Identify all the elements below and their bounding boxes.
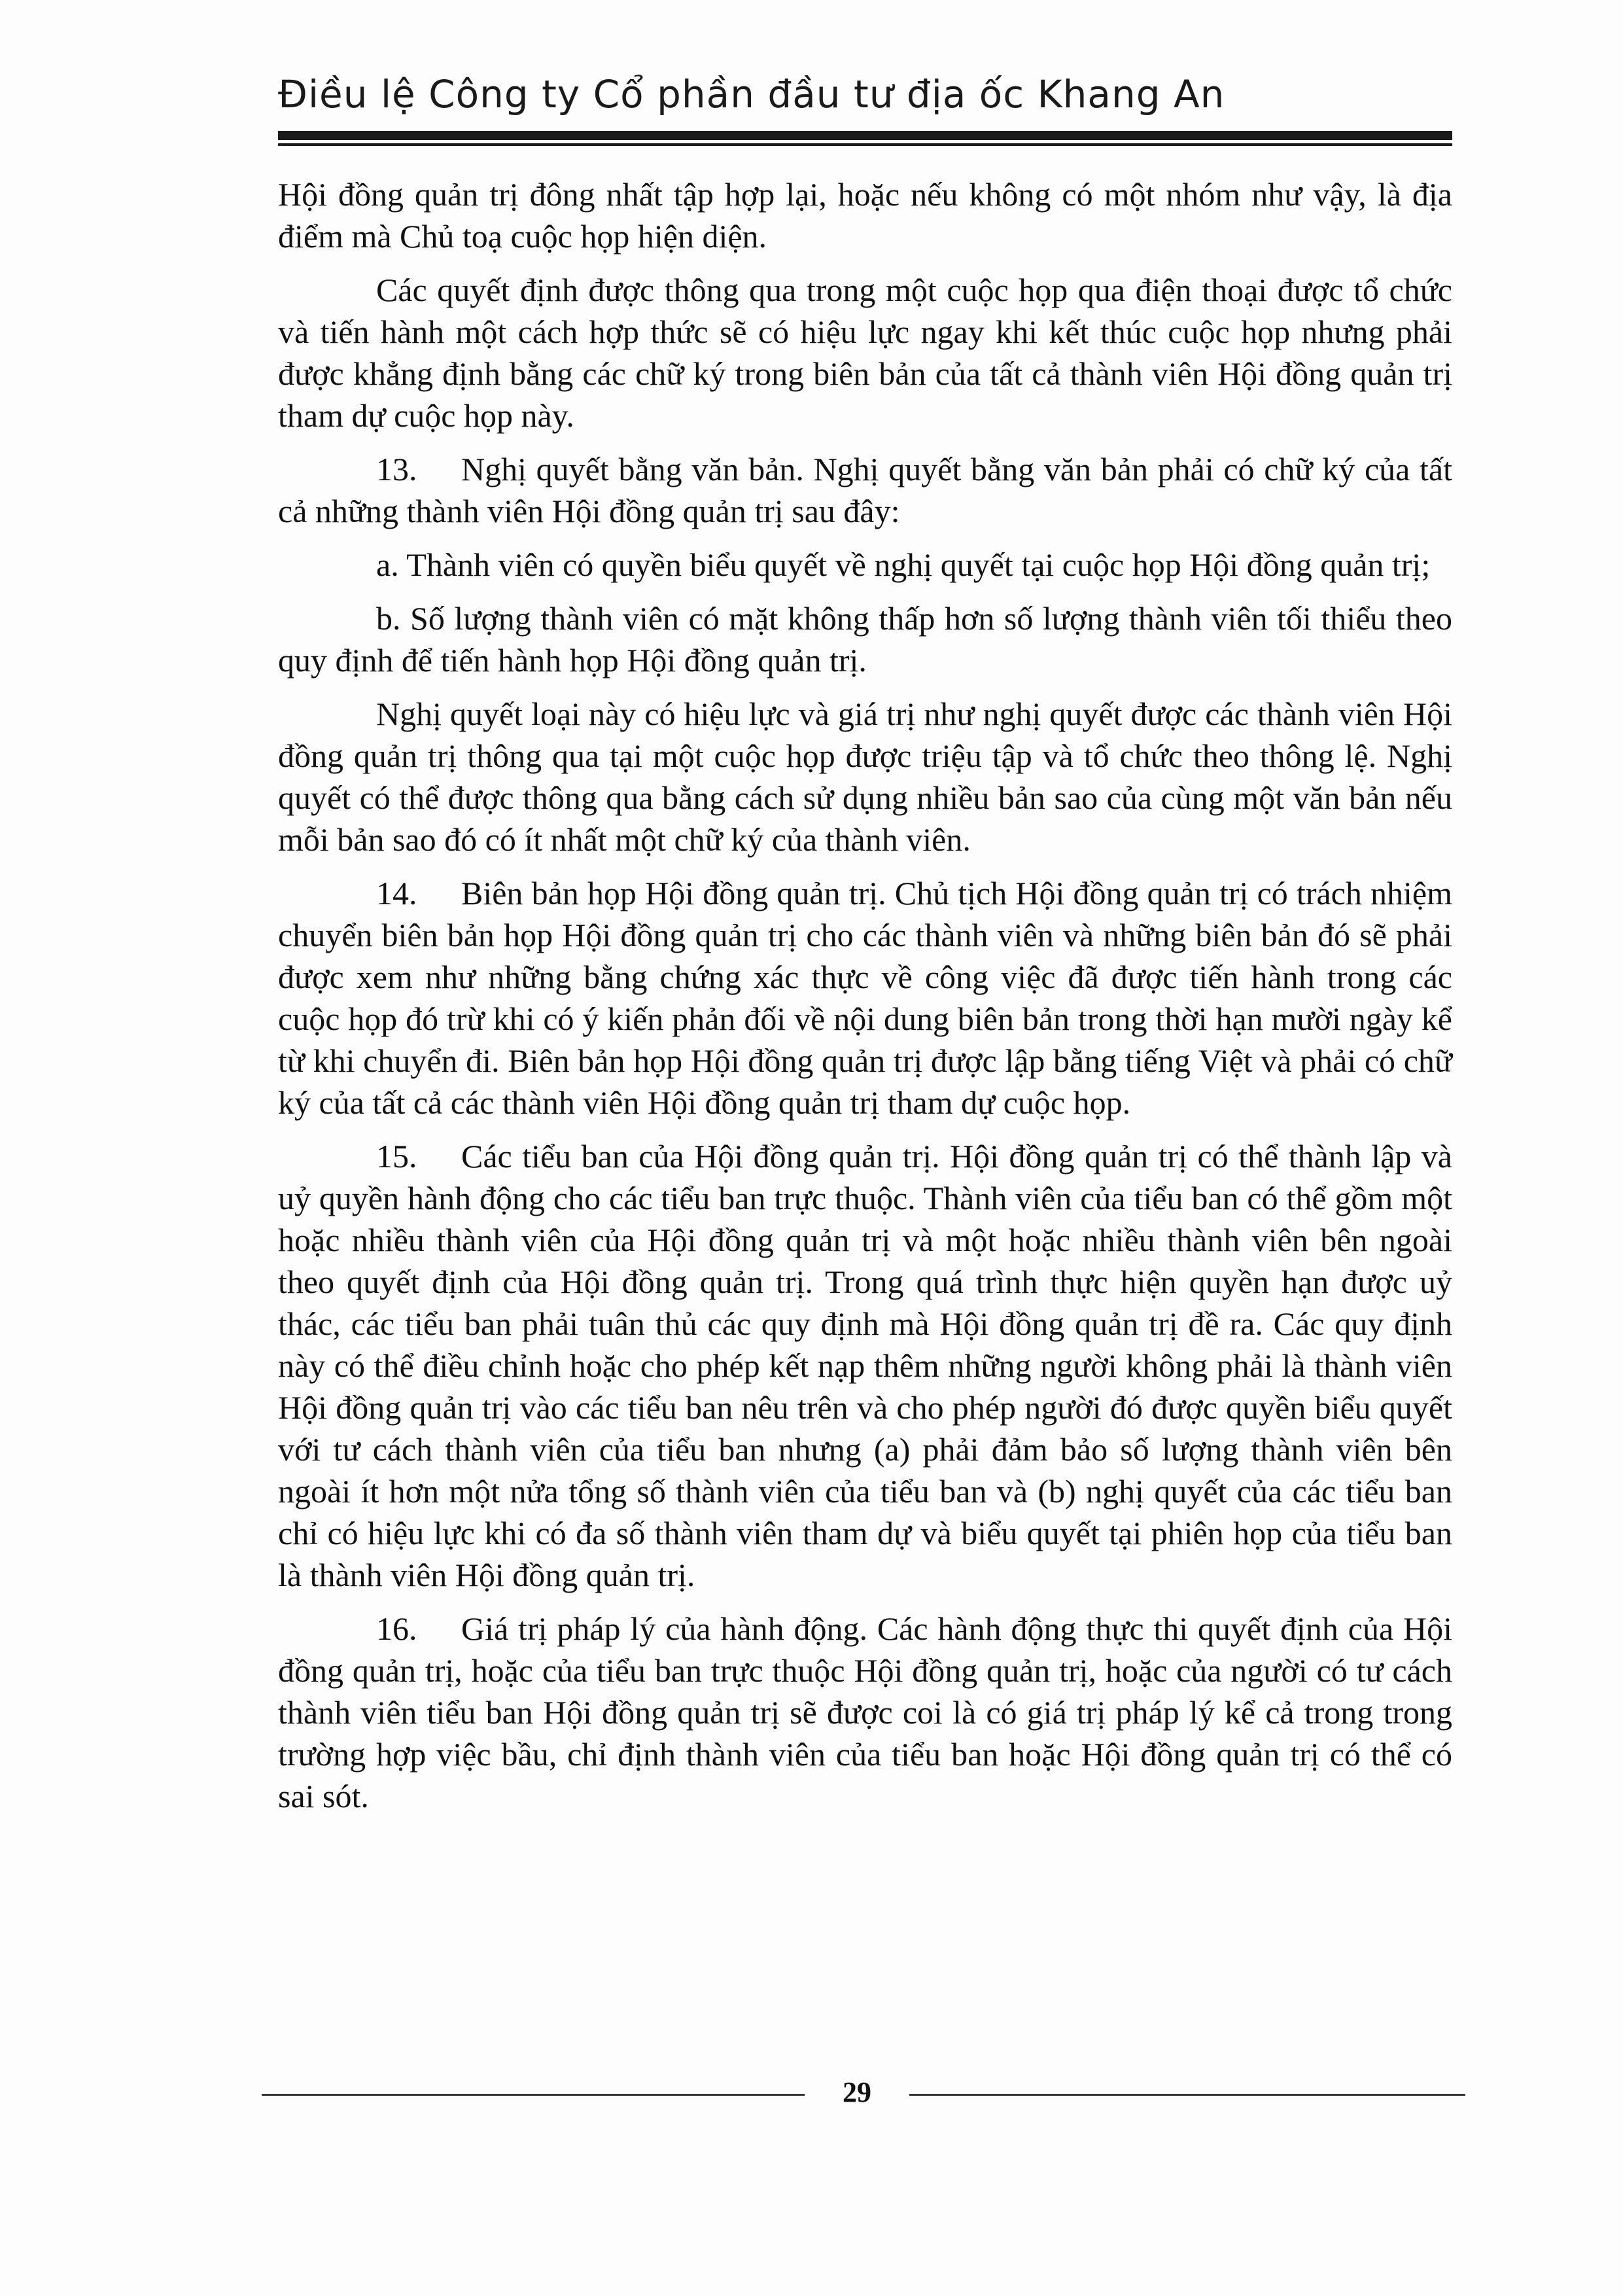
clause-14-text: Biên bản họp Hội đồng quản trị. Chủ tịch Hội đồng quản trị có trách nhiệm chuyển biên bản họp Hội đồng quản trị cho các thành viên và những biên bản đó sẽ phải được xem như những bằng chứng xác thực về công việc đã được tiến hành trong các cuộc họp đó trừ khi có ý kiến phản đối về nội dung biên bản trong thời hạn mười ngày kể từ khi chuyển đi. Biên bản họp Hội đồng quản trị được lập bằng tiếng Việt và phải có chữ ký của tất cả các thành viên Hội đồng quản trị tham dự cuộc họp. <box>278 875 1452 1121</box>
clause-16-number: 16. <box>376 1610 417 1647</box>
header-rule-thick <box>278 131 1452 140</box>
clause-14-number: 14. <box>376 875 417 911</box>
page-header-title: Điều lệ Công ty Cổ phần đầu tư địa ốc Khang An <box>278 72 1225 116</box>
clause-16-text: Giá trị pháp lý của hành động. Các hành động thực thi quyết định của Hội đồng quản trị, hoặc của tiểu ban trực thuộc Hội đồng quản trị, hoặc của người có tư cách thành viên tiểu ban Hội đồng quản trị sẽ được coi là có giá trị pháp lý kể cả trong trong trường hợp việc bầu, chỉ định thành viên của tiểu ban hoặc Hội đồng quản trị có thể có sai sót. <box>278 1610 1452 1814</box>
paragraph-continuation: Hội đồng quản trị đông nhất tập hợp lại, hoặc nếu không có một nhóm như vậy, là địa điểm mà Chủ toạ cuộc họp hiện diện. <box>278 176 1452 255</box>
document-body <box>278 173 1452 1829</box>
paragraph-resolution-validity: Nghị quyết loại này có hiệu lực và giá trị như nghị quyết được các thành viên Hội đồng quản trị thông qua tại một cuộc họp được triệu tập và tổ chức theo thông lệ. Nghị quyết có thể được thông qua bằng cách sử dụng nhiều bản sao của cùng một văn bản nếu mỗi bản sao đó có ít nhất một chữ ký của thành viên. <box>278 696 1452 858</box>
clause-14 <box>278 872 1452 1123</box>
paragraph-phone-meeting: Các quyết định được thông qua trong một cuộc họp qua điện thoại được tổ chức và tiến hành một cách hợp thức sẽ có hiệu lực ngay khi kết thúc cuộc họp nhưng phải được khẳng định bằng các chữ ký trong biên bản của tất cả thành viên Hội đồng quản trị tham dự cuộc họp này. <box>278 272 1452 434</box>
clause-15-number: 15. <box>376 1138 417 1174</box>
clause-13 <box>278 448 1452 532</box>
clause-13-text: Nghị quyết bằng văn bản. Nghị quyết bằng văn bản phải có chữ ký của tất cả những thành viên Hội đồng quản trị sau đây: <box>278 451 1452 529</box>
clause-16 <box>278 1608 1452 1817</box>
footer-rule-right <box>909 2094 1465 2096</box>
footer-rule-left <box>262 2094 805 2096</box>
clause-15 <box>278 1135 1452 1596</box>
page-number: 29 <box>843 2076 871 2108</box>
clause-15-text: Các tiểu ban của Hội đồng quản trị. Hội đồng quản trị có thể thành lập và uỷ quyền hành động cho các tiểu ban trực thuộc. Thành viên của tiểu ban có thể gồm một hoặc nhiều thành viên của Hội đồng quản trị và một hoặc nhiều thành viên bên ngoài theo quyết định của Hội đồng quản trị. Trong quá trình thực hiện quyền hạn được uỷ thác, các tiểu ban phải tuân thủ các quy định mà Hội đồng quản trị đề ra. Các quy định này có thể điều chỉnh hoặc cho phép kết nạp thêm những người không phải là thành viên Hội đồng quản trị vào các tiểu ban nêu trên và cho phép người đó được quyền biểu quyết với tư cách thành viên của tiểu ban nhưng (a) phải đảm bảo số lượng thành viên bên ngoài ít hơn một nửa tổng số thành viên của tiểu ban và (b) nghị quyết của các tiểu ban chỉ có hiệu lực khi có đa số thành viên tham dự và biểu quyết tại phiên họp của tiểu ban là thành viên Hội đồng quản trị. <box>278 1138 1452 1593</box>
clause-13-number: 13. <box>376 451 417 487</box>
clause-13-item-a: a. Thành viên có quyền biểu quyết về nghị quyết tại cuộc họp Hội đồng quản trị; <box>376 546 1431 583</box>
clause-13-item-b: b. Số lượng thành viên có mặt không thấp hơn số lượng thành viên tối thiểu theo quy định để tiến hành họp Hội đồng quản trị. <box>278 600 1452 679</box>
header-rule-thin <box>278 143 1452 146</box>
